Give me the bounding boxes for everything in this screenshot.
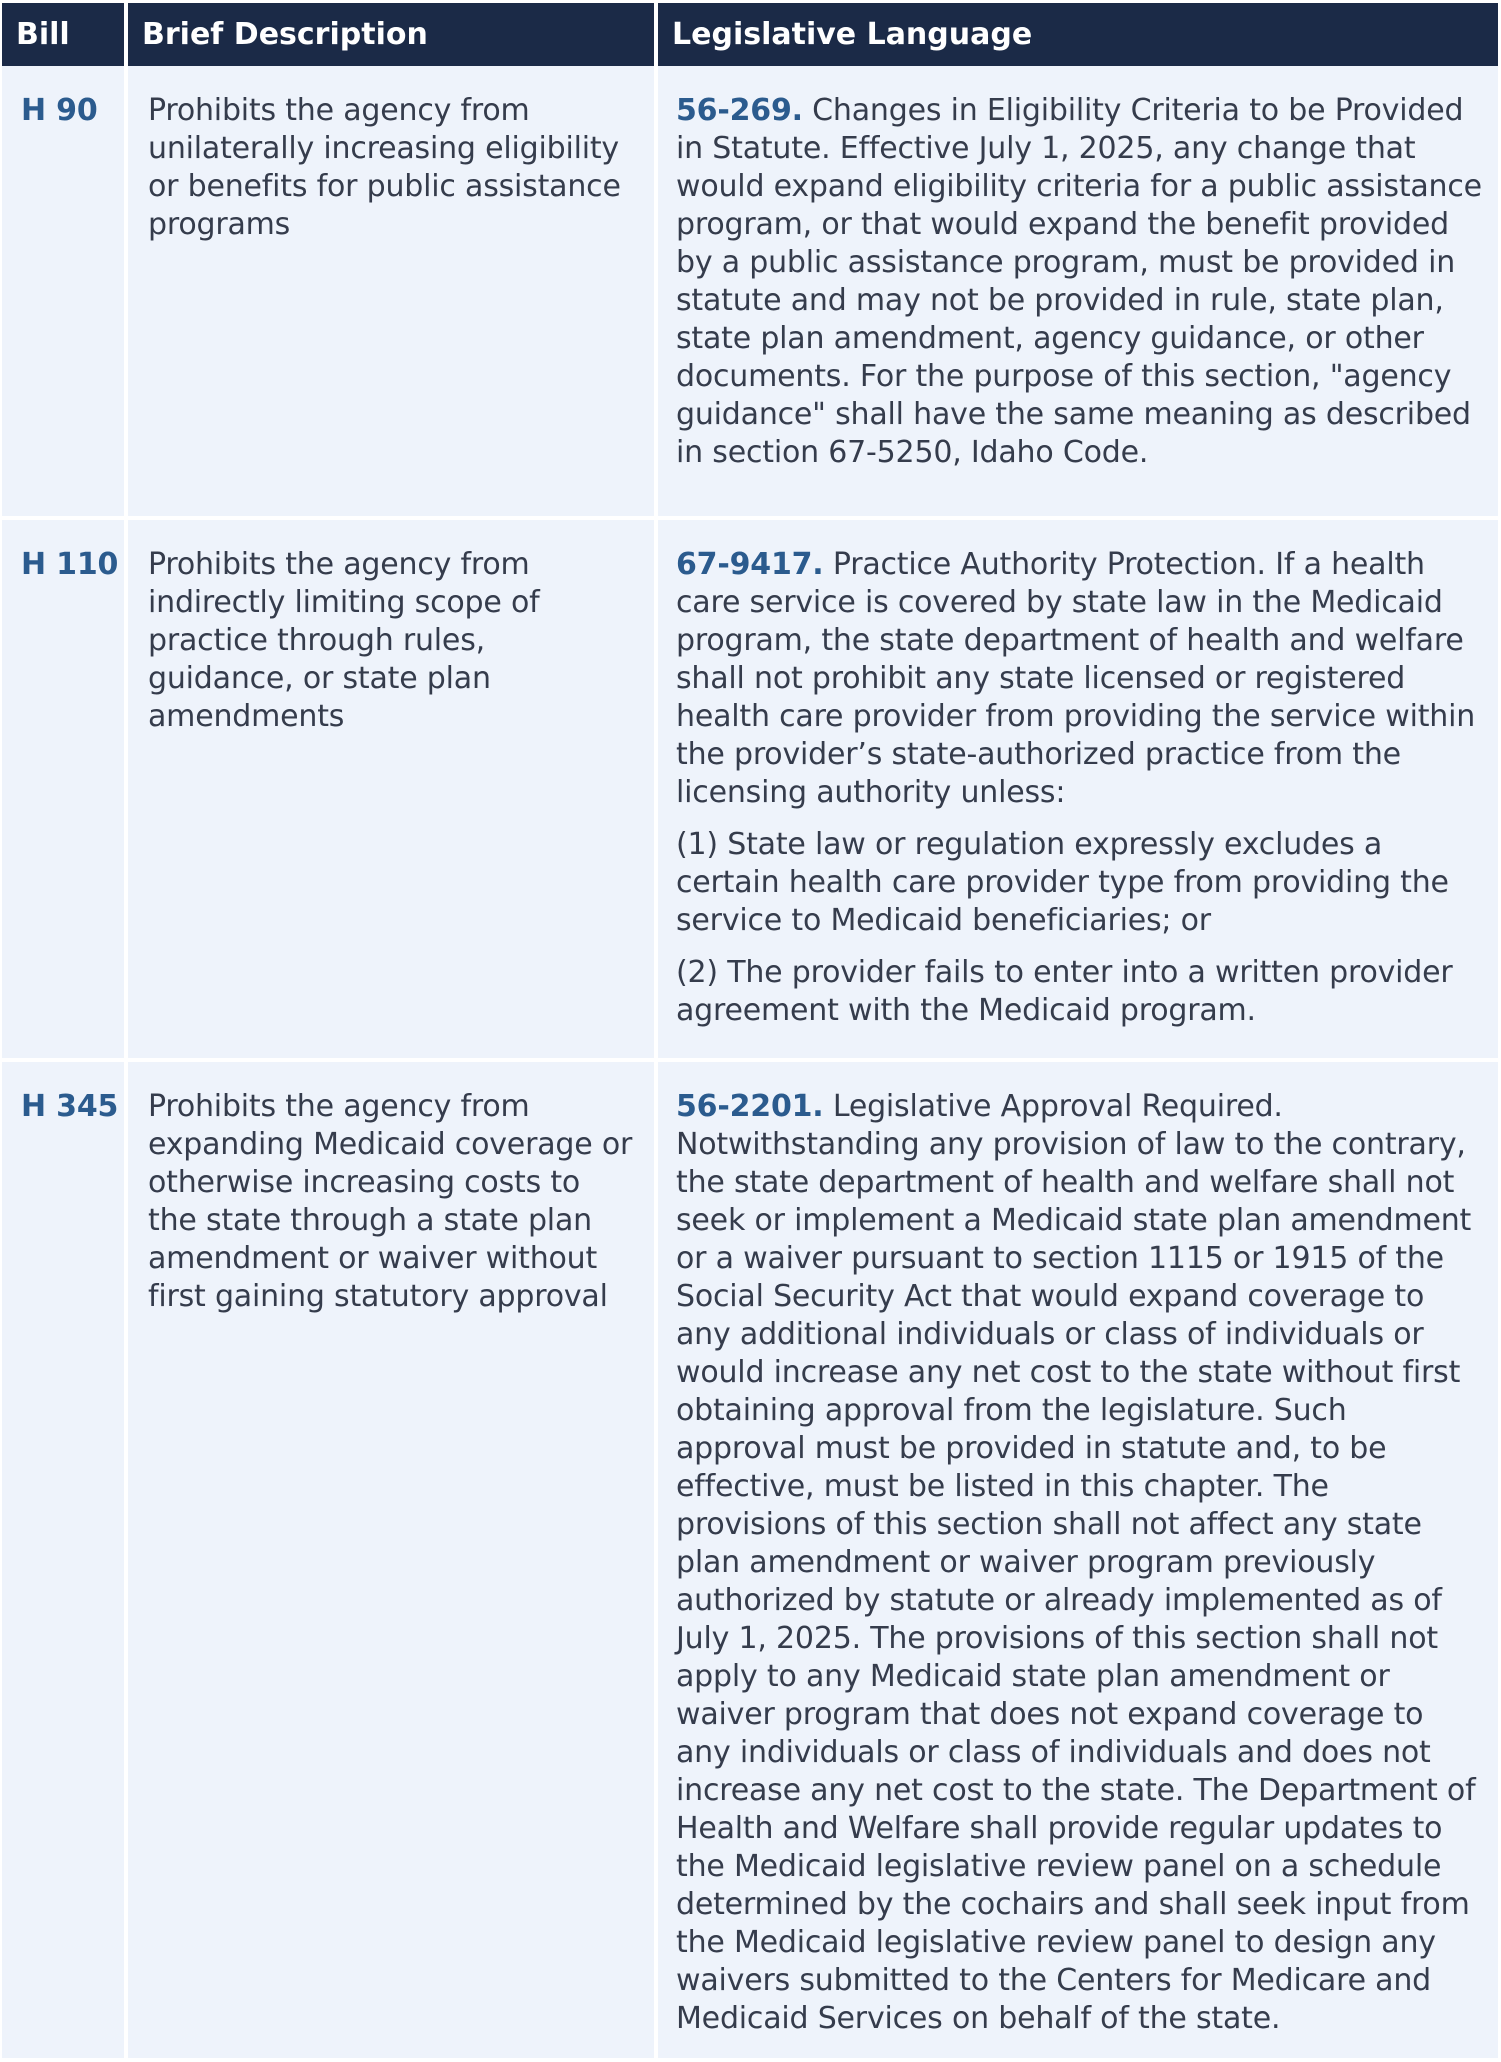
header-legislative-language: Legislative Language [658, 3, 1498, 66]
header-row [2, 3, 1498, 66]
legislative-language [658, 520, 1498, 1062]
table-row [2, 1062, 1498, 2062]
table-row [2, 66, 1498, 520]
header-bill: Bill [2, 3, 128, 66]
statute-text [676, 92, 1482, 472]
bill-number: H 110 [2, 520, 128, 1062]
statute-body: Changes in Eligibility Criteria to be Provided in Statute. Effective July 1, 2025, any change that would expand eligibility criteria for a public assistance program, or that would expand the benefit provided by a public assistance program, must be provided in statute and may not be provided in rule, state plan, state plan amendment, agency guidance, or other documents. For the purpose of this section, "agency guidance" shall have the same meaning as described in section 67-5250, Idaho Code. [676, 93, 1482, 470]
legislative-language [658, 66, 1498, 520]
statute-body: Practice Authority Protection. If a health care service is covered by state law in the Medicaid program, the state department of health and welfare shall not prohibit any state licensed or registered health care provider from providing the service within the provider’s state-authorized practice from the licensing authority unless: [676, 547, 1476, 810]
bill-number: H 90 [2, 66, 128, 520]
legislative-language [658, 1062, 1498, 2062]
statute-clause-1: (1) State law or regulation expressly excludes a certain health care provider type from providing the service to Medicaid beneficiaries; or [676, 827, 1449, 938]
brief-description: Prohibits the agency from indirectly limiting scope of practice through rules, guidance, or state plan amendments [128, 520, 658, 1062]
bill-number: H 345 [2, 1062, 128, 2062]
legislation-table [2, 3, 1498, 2062]
section-number: 56-269. [676, 93, 803, 128]
header-brief-description: Brief Description [128, 3, 658, 66]
statute-clause-2: (2) The provider fails to enter into a written provider agreement with the Medicaid program. [676, 955, 1453, 1028]
table-row [2, 520, 1498, 1062]
section-number: 56-2201. [676, 1089, 824, 1124]
statute-text [676, 546, 1482, 812]
brief-description: Prohibits the agency from unilaterally increasing eligibility or benefits for public assistance programs [128, 66, 658, 520]
statute-text [676, 1088, 1482, 2038]
section-number: 67-9417. [676, 547, 824, 582]
brief-description: Prohibits the agency from expanding Medicaid coverage or otherwise increasing costs to the state through a state plan amendment or waiver without first gaining statutory approval [128, 1062, 658, 2062]
statute-body: Legislative Approval Required. Notwithstanding any provision of law to the contrary, the state department of health and welfare shall not seek or implement a Medicaid state plan amendment or a waiver pursuant to section 1115 or 1915 of the Social Security Act that would expand coverage to any additional individuals or class of individuals or would increase any net cost to the state without first obtaining approval from the legislature. Such approval must be provided in statute and, to be effective, must be listed in this chapter. The provisions of this section shall not affect any state plan amendment or waiver program previously authorized by statute or already implemented as of July 1, 2025. The provisions of this section shall not apply to any Medicaid state plan amendment or waiver program that does not expand coverage to any individuals or class of individuals and does not increase any net cost to the state. The Department of Health and Welfare shall provide regular updates to the Medicaid legislative review panel on a schedule determined by the cochairs and shall seek input from the Medicaid legislative review panel to design any waivers submitted to the Centers for Medicare and Medicaid Services on behalf of the state. [676, 1089, 1476, 2036]
